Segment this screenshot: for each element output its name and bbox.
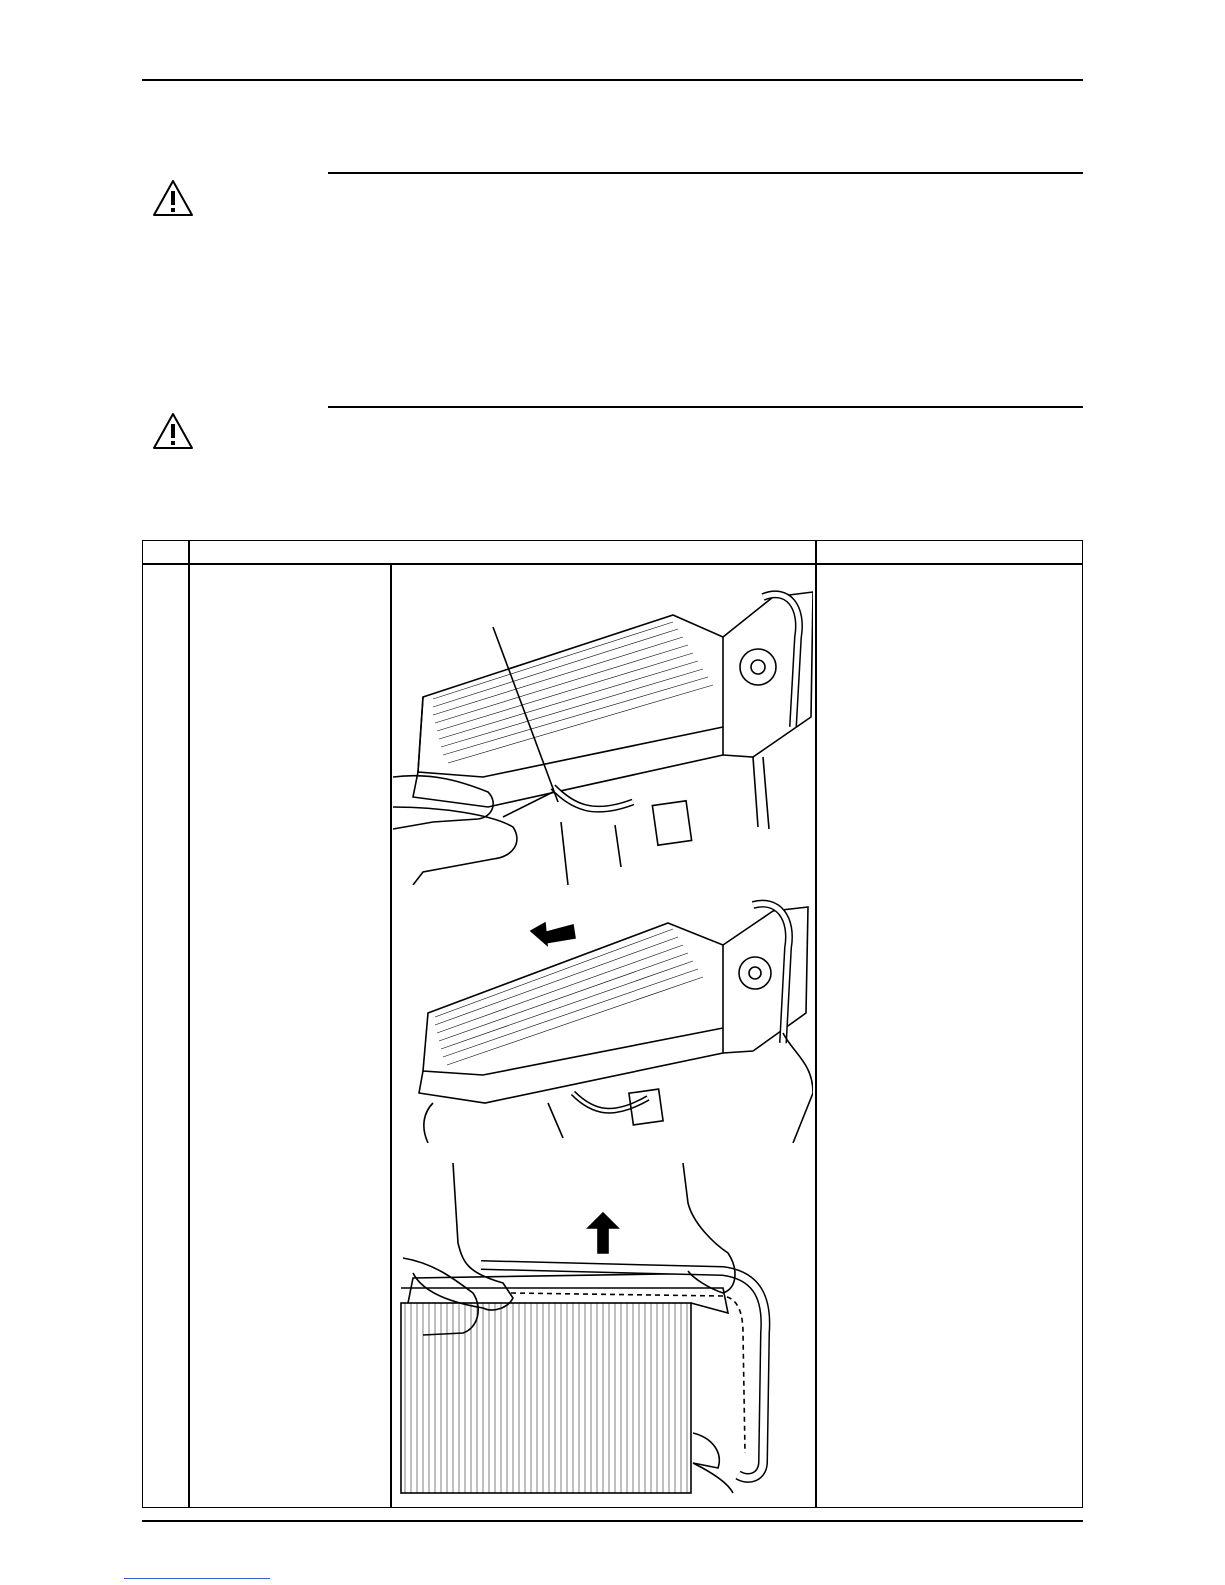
caution-rule-2 — [328, 406, 1083, 408]
procedure-table — [142, 540, 1083, 1508]
header-rule — [142, 79, 1083, 81]
warning-triangle-icon — [152, 412, 194, 450]
table-col-divider-notes — [815, 541, 817, 1507]
figure-unhook-piping — [393, 567, 813, 885]
table-col-divider-figure — [390, 564, 392, 1507]
table-header-divider — [143, 563, 1082, 565]
warning-triangle-icon — [152, 179, 194, 217]
footer-rule — [142, 1520, 1083, 1522]
table-col-divider-step — [188, 541, 190, 1507]
figure-lift-piping — [393, 1163, 813, 1503]
footer-link-underline[interactable] — [124, 1577, 270, 1579]
caution-rule-1 — [328, 172, 1083, 174]
figure-tilt-unit — [393, 893, 813, 1143]
